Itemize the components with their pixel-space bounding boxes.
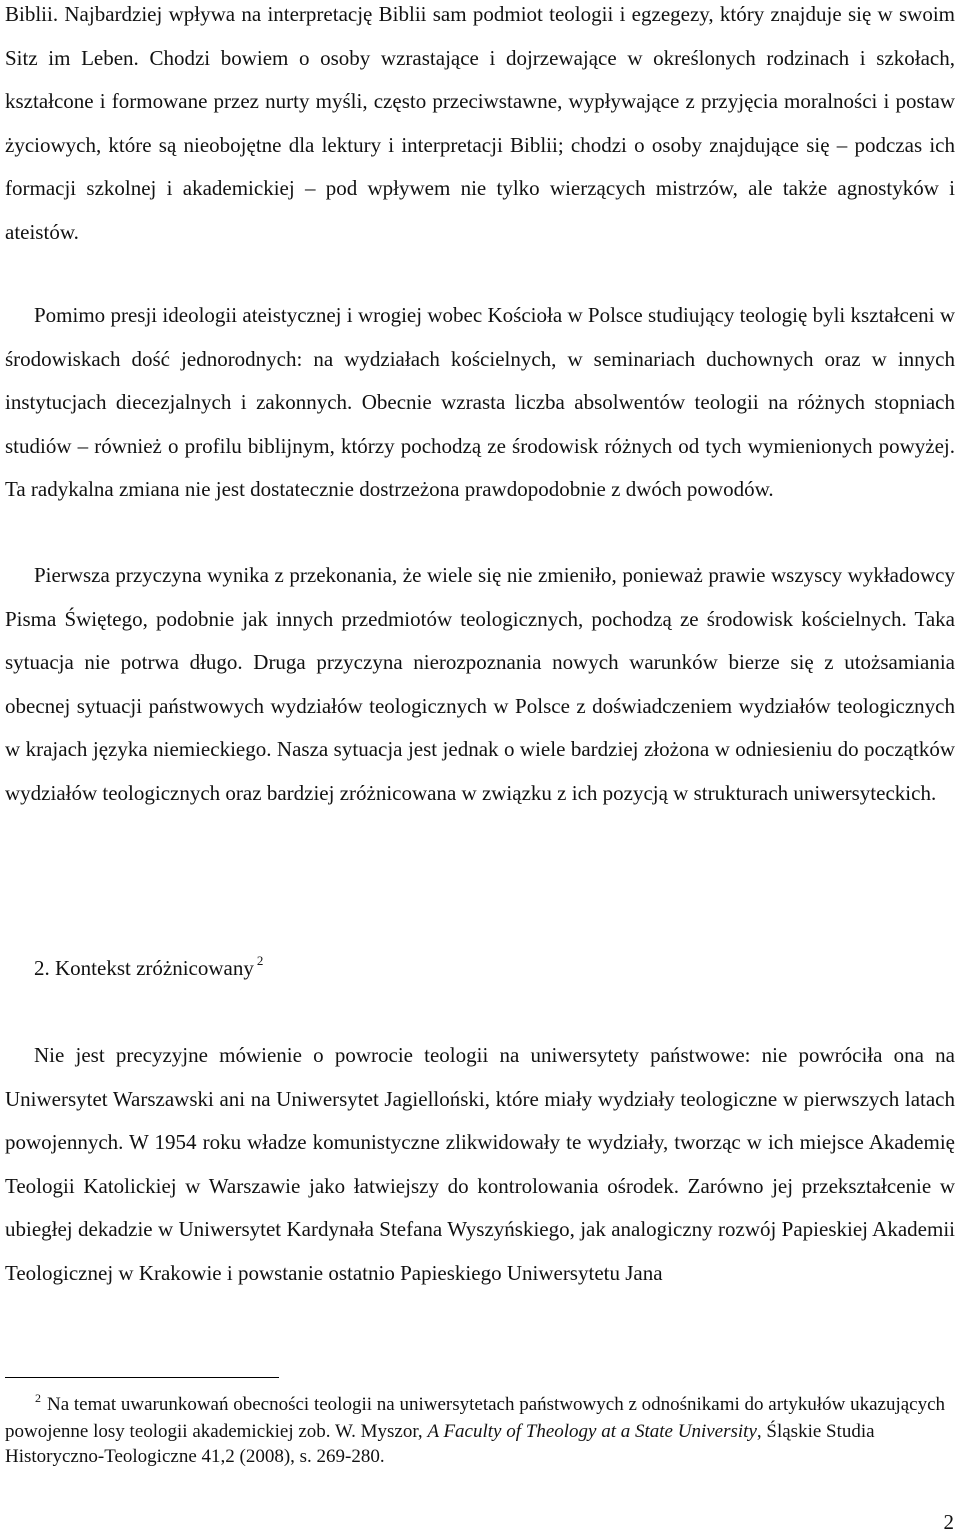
footnote-number: 2	[35, 1391, 41, 1405]
paragraph-atheist-ideology: Pomimo presji ideologii ateistycznej i wrogiej wobec Kościoła w Polsce studiujący teologię byli kształceni w środowiskach dość jednorodnych: na wydziałach kościelnych, w seminariach duchownych oraz w innych instytucjach diecezjalnych i zakonnych. Obecnie wzrasta liczba absolwentów teologii na różnych stopniach studiów – również o profilu biblijnym, którzy pochodzą ze środowisk różnych od tych wymienionych powyżej. Ta radykalna zmiana nie jest dostatecznie dostrzeżona prawdopodobnie z dwóch powodów.	[5, 303, 955, 502]
footnote-text-before: Na temat uwarunkowań obecności teologii na uniwersytetach państwowych z odnośnikami do artykułów ukazujących powojenne losy teologii akademickiej zob. W. Myszor,	[5, 1394, 946, 1442]
paragraph-continuation: Biblii. Najbardziej wpływa na interpretację Biblii sam podmiot teologii i egzegezy, który znajduje się w swoim Sitz im Leben. Chodzi bowiem o osoby wzrastające i dojrzewające w określonych rodzinach i szkołach, kształcone i formowane przez nurty myśli, często przeciwstawne, wypływające z przyjęcia moralności i postaw życiowych, które są nieobojętne dla lektury i interpretacji Biblii; chodzi o osoby znajdujące się – podczas ich formacji szkolnej i akademickiej – pod wpływem nie tylko wierzących mistrzów, ale także agnostyków i ateistów.	[5, 2, 955, 244]
footnote-text-after: , Śląskie Studia Historyczno-Teologiczne 41,2 (2008), s. 269-280.	[5, 1421, 875, 1467]
footnote-reference[interactable]: 2	[256, 953, 264, 968]
footnote-separator	[5, 1377, 279, 1378]
footnote-cited-title: A Faculty of Theology at a State University	[427, 1421, 757, 1442]
section-heading-text: 2. Kontekst zróżnicowany	[34, 956, 254, 980]
footnote	[5, 1392, 955, 1469]
page-number: 2	[943, 1510, 954, 1534]
section-heading	[34, 948, 263, 991]
paragraph-first-reason: Pierwsza przyczyna wynika z przekonania, że wiele się nie zmieniło, ponieważ prawie wszyscy wykładowcy Pisma Świętego, podobnie jak innych przedmiotów teologicznych, pochodzą ze środowisk kościelnych. Taka sytuacja nie potrwa długo. Druga przyczyna nierozpoznania nowych warunków bierze się z utożsamiania obecnej sytuacji państwowych wydziałów teologicznych w Polsce z doświadczeniem wydziałów teologicznych w krajach języka niemieckiego. Nasza sytuacja jest jednak o wiele bardziej złożona w odniesieniu do początków wydziałów teologicznych oraz bardziej zróżnicowana w związku z ich pozycją w strukturach uniwersyteckich.	[5, 563, 955, 805]
paragraph-return-of-theology: Nie jest precyzyjne mówienie o powrocie teologii na uniwersytety państwowe: nie powróciła ona na Uniwersytet Warszawski ani na Uniwersytet Jagielloński, które miały wydziały teologiczne w pierwszych latach powojennych. W 1954 roku władze komunistyczne zlikwidowały te wydziały, tworząc w ich miejsce Akademię Teologii Katolickiej w Warszawie jako łatwiejszy do kontrolowania ośrodek. Zarówno jej przekształcenie w ubiegłej dekadzie w Uniwersytet Kardynała Stefana Wyszyńskiego, jak analogiczny rozwój Papieskiej Akademii Teologicznej w Krakowie i powstanie ostatnio Papieskiego Uniwersytetu Jana	[5, 1043, 955, 1285]
